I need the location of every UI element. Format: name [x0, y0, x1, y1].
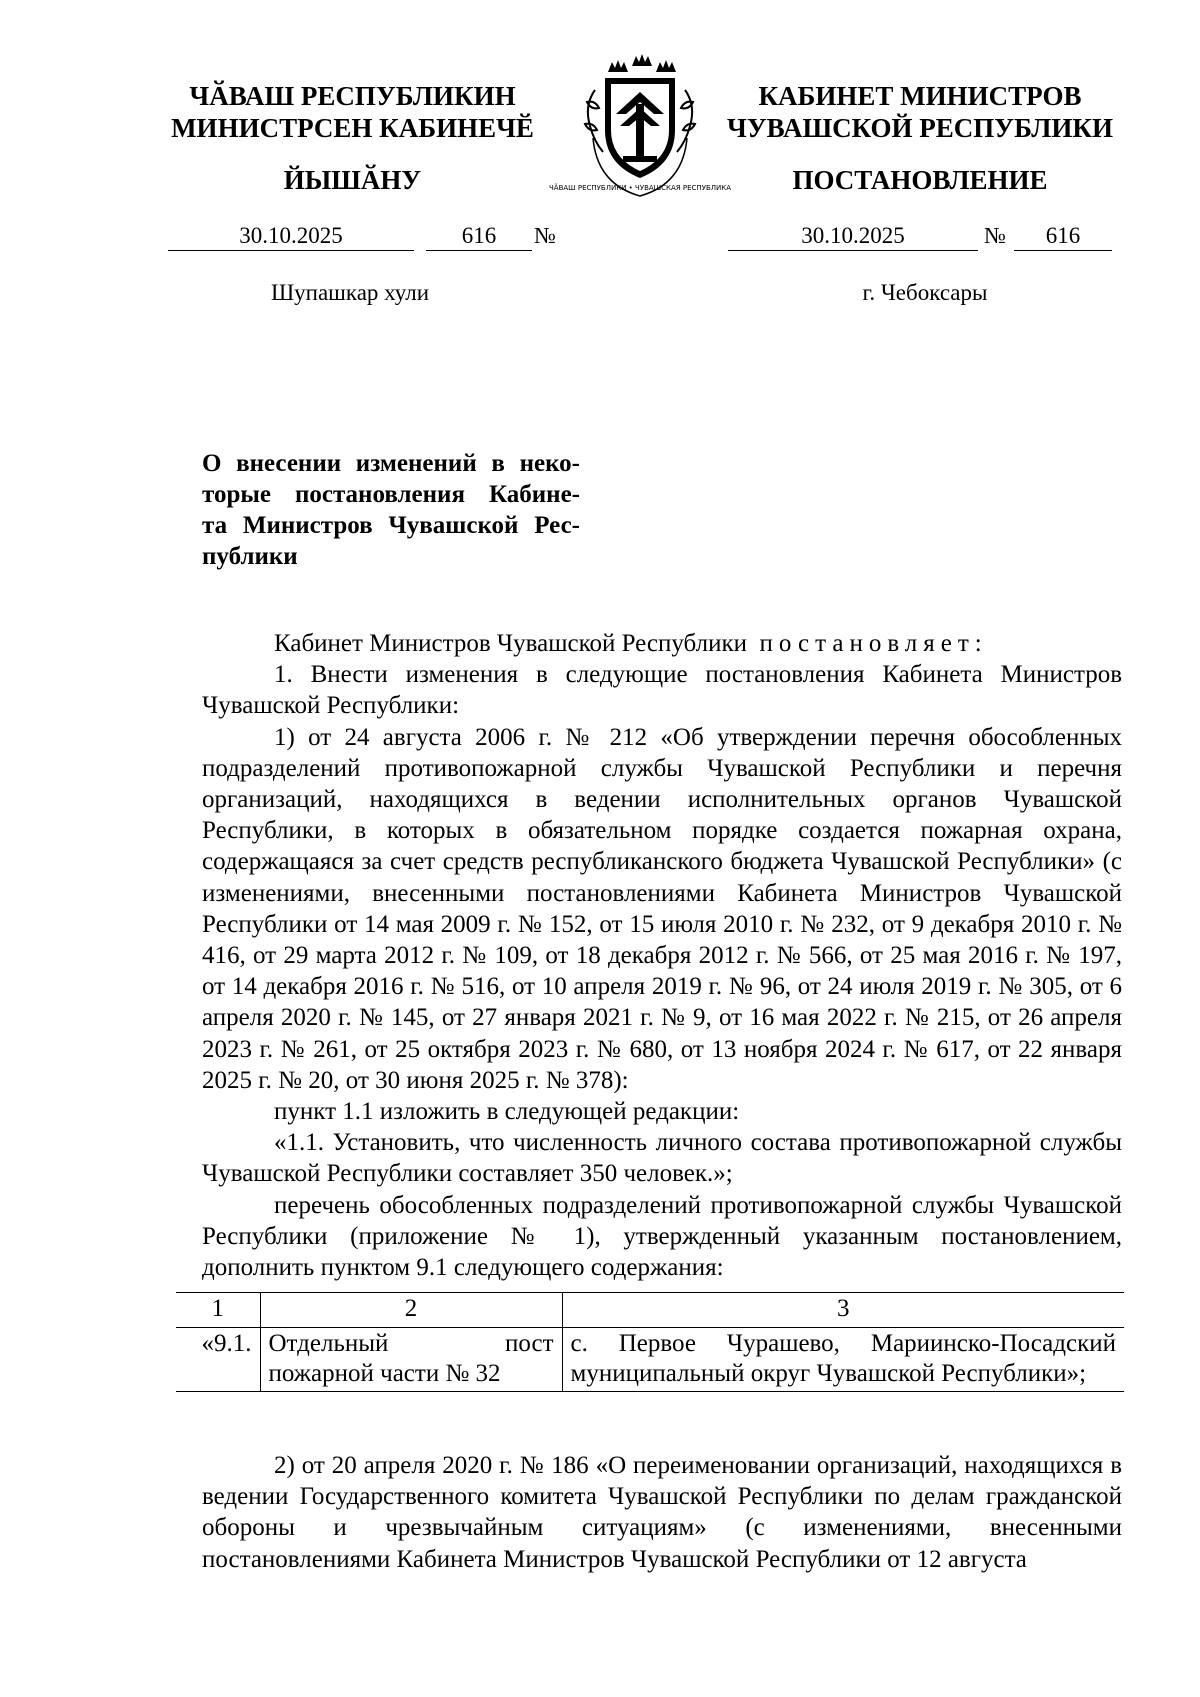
left-date: 30.10.2025 [239, 223, 343, 248]
header-left-doc-type: ЙЫШӐНУ [283, 165, 422, 195]
body-paragraph-3: пункт 1.1 изложить в следующей редакции: [274, 1098, 740, 1126]
body-paragraph-2: 1) от 24 августа 2006 г. № 212 «Об утверждении перечня обособленных подразделений противопожарной службы Чувашской Республики и перечня организаций, находящихся в ведении исполнительных органов Чувашской Республики, в которых в обязательном порядке создается пожарная охрана, содержащаяся за счет средств республиканского бюджета Чувашской Республики» (с изменениями, внесенными постановлениями Кабинета Министров Чувашской Республики от 14 мая 2009 г. № 152, от 15 июля 2010 г. № 232, от 9 декабря 2010 г. № 416, от 29 марта 2012 г. № 109, от 18 декабря 2012 г. № 566, от 25 мая 2016 г. № 197, от 14 декабря 2016 г. № 516, от 10 апреля 2019 г. № 96, от 24 июля 2019 г. № 305, от 6 апреля 2020 г. № 145, от 27 января 2021 г. № 9, от 16 мая 2022 г. № 215, от 26 апреля 2023 г. № 261, от 25 октября 2023 г. № 680, от 13 ноября 2024 г. № 617, от 22 января 2025 г. № 20, от 30 июня 2025 г. № 378): [202, 723, 1122, 1094]
right-date-number-line [728, 222, 1128, 252]
svg-text:ЧӐВАШ РЕСПУБЛИКИ • ЧУВАШСКАЯ Р: ЧӐВАШ РЕСПУБЛИКИ • ЧУВАШСКАЯ РЕСПУБЛИКА [548, 184, 732, 192]
header-left-line1: ЧӐВАШ РЕСПУБЛИКИН [189, 81, 516, 111]
body-paragraph-6: 2) от 20 апреля 2020 г. № 186 «О переименовании организаций, находящихся в ведении Государственного комитета Чувашской Республики по делам гражданской обороны и чрезвычайным ситуациям» (с изменениями, внесенными постановлениями Кабинета Министров Чувашской Республики от 12 августа [202, 1452, 1122, 1573]
preamble-resolves: постановляет: [759, 630, 988, 657]
header-left-line2: МИНИСТРСЕН КАБИНЕЧӖ [171, 113, 534, 143]
body-paragraph-4: «1.1. Установить, что численность личного состава противопожарной службы Чувашской Республики составляет 350 человек.»; [202, 1129, 1122, 1188]
title-line1: О внесении изменений в неко- [202, 450, 580, 477]
left-date-number-line [168, 222, 728, 252]
header-right-line1: КАБИНЕТ МИНИСТРОВ [758, 81, 1082, 111]
coat-of-arms-emblem [548, 52, 732, 200]
right-city: г. Чебоксары [862, 280, 988, 305]
right-date: 30.10.2025 [801, 223, 905, 248]
body-paragraph-1: 1. Внести изменения в следующие постановления Кабинета Министров Чувашской Республики: [202, 661, 1122, 720]
header-right-line2: ЧУВАШСКОЙ РЕСПУБЛИКИ [727, 113, 1113, 143]
document-body [202, 628, 1122, 1283]
document-body-continued [202, 1450, 1122, 1575]
table-header-cell: 2 [260, 1293, 562, 1328]
right-number-sign: № [984, 223, 1006, 248]
left-number-sign: № [534, 223, 556, 248]
left-number: 616 [461, 223, 497, 248]
header-right-doc-type: ПОСТАНОВЛЕНИЕ [792, 165, 1048, 195]
table-cell-unit: Отдельный пост пожарной части № 32 [260, 1328, 562, 1392]
amendment-table [176, 1292, 1124, 1392]
title-line4: публики [202, 543, 298, 570]
left-city: Шупашкар хули [270, 280, 430, 305]
right-number: 616 [1045, 223, 1081, 248]
table-row [176, 1328, 1124, 1392]
title-line3: та Министров Чувашской Рес- [202, 512, 580, 539]
header-left-org [150, 80, 555, 144]
document-title [202, 448, 580, 572]
table-header-row [176, 1293, 1124, 1328]
body-paragraph-preamble [202, 628, 1122, 659]
table-cell-number: «9.1. [176, 1328, 260, 1392]
body-paragraph-5: перечень обособленных подразделений противопожарной службы Чувашской Республики (приложение № 1), утвержденный указанным постановлением, дополнить пунктом 9.1 следующего содержания: [202, 1191, 1122, 1282]
preamble-text: Кабинет Министров Чувашской Республики [274, 630, 748, 657]
table-header-cell: 1 [176, 1293, 260, 1328]
table-cell-location: с. Первое Чурашево, Мариинско-Посадский муниципальный округ Чувашской Республики»; [562, 1328, 1124, 1392]
table-header-cell: 3 [562, 1293, 1124, 1328]
header-right-org [715, 80, 1125, 144]
title-line2: торые постановления Кабине- [202, 481, 580, 508]
